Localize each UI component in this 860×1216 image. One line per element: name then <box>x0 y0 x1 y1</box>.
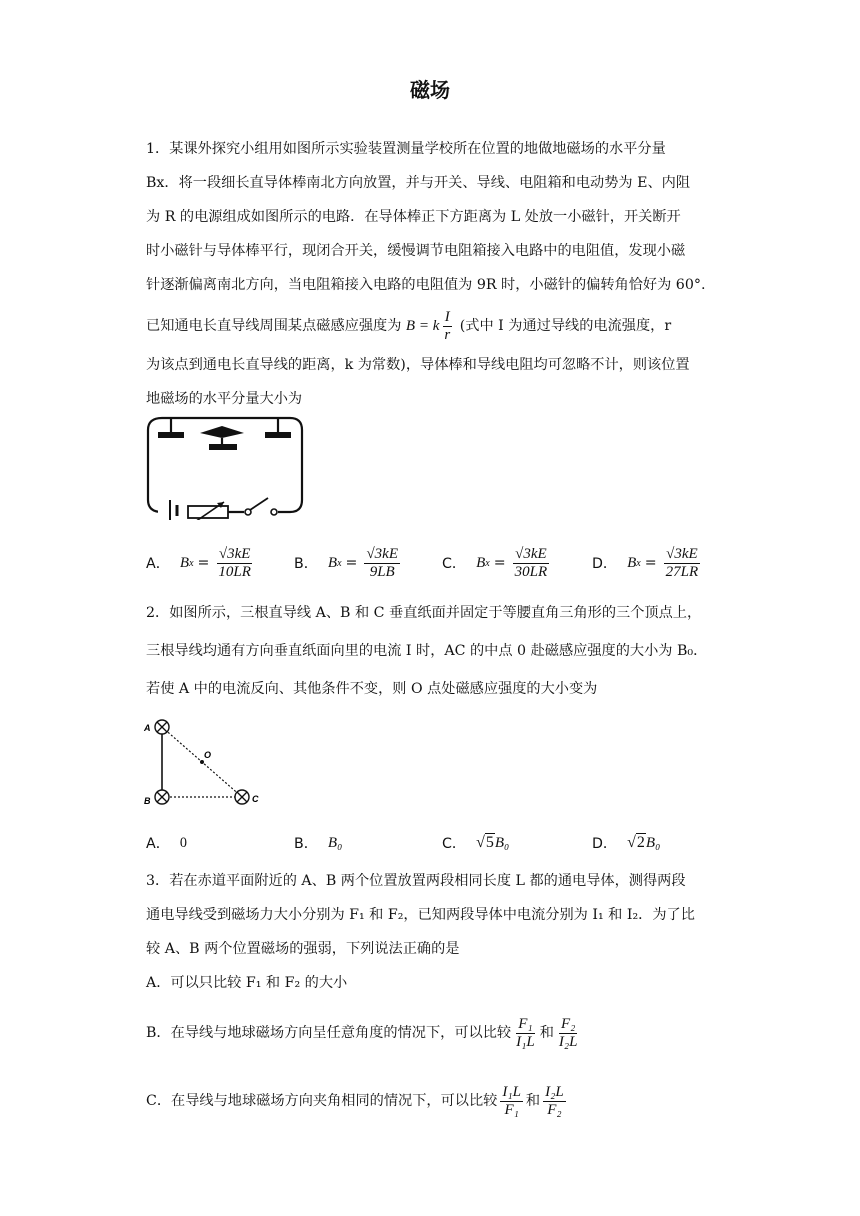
compass-base <box>209 444 237 450</box>
formula-fraction <box>442 309 452 344</box>
q1-option-d[interactable]: D． B x = $\frac{√3kE}{27LR}$ <box>592 545 699 580</box>
q1-line: 针逐渐偏离南北方向，当电阻箱接入电路的电阻值为 9R 时，小磁针的偏转角恰好为 60°. <box>146 277 706 293</box>
formula-lhs: B = k <box>405 318 440 334</box>
page-title: 磁场 <box>410 78 450 102</box>
q1-line6-pre: 已知通电长直导线周围某点磁感应强度为 <box>146 318 402 334</box>
q3-option-b[interactable]: B．在导线与地球磁场方向呈任意角度的情况下，可以比较 $\frac{\text{F₁}}{\text{I₁L}}$ 和 $\frac{\text{F₂}}{\text{I₂L}}$ <box>146 1015 578 1050</box>
q1-option-b[interactable]: B． B x = $\frac{√3kE}{9LB}$ <box>294 545 398 580</box>
q2-option-c[interactable]: C． √5 B₀ <box>442 834 510 852</box>
point-o <box>200 760 204 764</box>
q1-option-a[interactable]: A． B x = $\frac{√3kE}{10LR}$ <box>146 545 251 580</box>
q2-option-d[interactable]: D． √2 B₀ <box>592 834 661 852</box>
q1-line: 为 R 的电源组成如图所示的电路．在导体棒正下方距离为 L 处放一小磁针，开关断开 <box>146 209 681 225</box>
q1-formula-line <box>146 306 726 346</box>
wire-b-into-page-icon <box>155 790 169 804</box>
formula-denominator: r <box>444 326 451 343</box>
q3-line: 较 A、B 两个位置磁场的强弱，下列说法正确的是 <box>146 941 460 957</box>
wire-c-into-page-icon <box>235 790 249 804</box>
q1-line: 时小磁针与导体棒平行，现闭合开关，缓慢调节电阻箱接入电路中的电阻值，发现小磁 <box>146 243 686 259</box>
q1-line: 为该点到通电长直导线的距离，k 为常数)，导体棒和导线电阻均可忽略不计，则该位置 <box>146 357 690 373</box>
q3-line: 通电导线受到磁场力大小分别为 F₁ 和 F₂，已知两段导体中电流分别为 I₁ 和 I₂．为了比 <box>146 907 695 923</box>
q2-line: 2．如图所示，三根直导线 A、B 和 C 垂直纸面并固定于等腰直角三角形的三个顶点上， <box>146 605 702 621</box>
label-c: C <box>252 794 259 804</box>
q1-options <box>146 538 746 588</box>
formula-numerator: I <box>444 308 450 325</box>
resistor-box-icon <box>188 506 228 518</box>
q1-line6-post: (式中 I 为通过导线的电流强度，r <box>459 318 672 334</box>
circuit-diagram <box>140 414 310 520</box>
label-o: O <box>204 750 212 760</box>
bar-left <box>158 432 184 438</box>
q3-line: 3．若在赤道平面附近的 A、B 两个位置放置两段相同长度 L 都的通电导体，测得两段 <box>146 873 686 889</box>
triangle-diagram <box>140 712 270 812</box>
q2-line: 三根导线均通有方向垂直纸面向里的电流 I 时，AC 的中点 0 赴磁感应强度的大小为 B₀． <box>146 643 708 659</box>
q1-option-c[interactable]: C． B x = $\frac{√3kE}{30LR}$ <box>442 545 548 580</box>
bar-right <box>265 432 291 438</box>
q3-option-a[interactable]: A．可以只比较 F₁ 和 F₂ 的大小 <box>146 975 348 991</box>
q2-option-a[interactable]: A． 0 <box>146 834 187 852</box>
wire-a-into-page-icon <box>155 720 169 734</box>
label-b: B <box>144 796 151 806</box>
q1-line: 1．某课外探究小组用如图所示实验装置测量学校所在位置的地做地磁场的水平分量 <box>146 141 666 157</box>
q2-option-b[interactable]: B． B₀ <box>294 834 343 852</box>
compass-needle-icon <box>200 426 244 438</box>
q1-line: Bx．将一段细长直导体棒南北方向放置，并与开关、导线、电阻箱和电动势为 E、内阻 <box>146 175 691 191</box>
label-a: A <box>144 723 151 733</box>
q2-line: 若使 A 中的电流反向、其他条件不变，则 O 点处磁感应强度的大小变为 <box>146 681 598 697</box>
q2-options <box>146 818 746 868</box>
switch-terminal <box>271 509 277 515</box>
q1-line: 地磁场的水平分量大小为 <box>146 391 303 407</box>
q3-option-c[interactable]: C．在导线与地球磁场方向夹角相同的情况下，可以比较 $\frac{\text{I₁L}}{\text{F₁}}$ 和 $\frac{\text{I₂L}}{\text{F₂}}$ <box>146 1083 564 1118</box>
